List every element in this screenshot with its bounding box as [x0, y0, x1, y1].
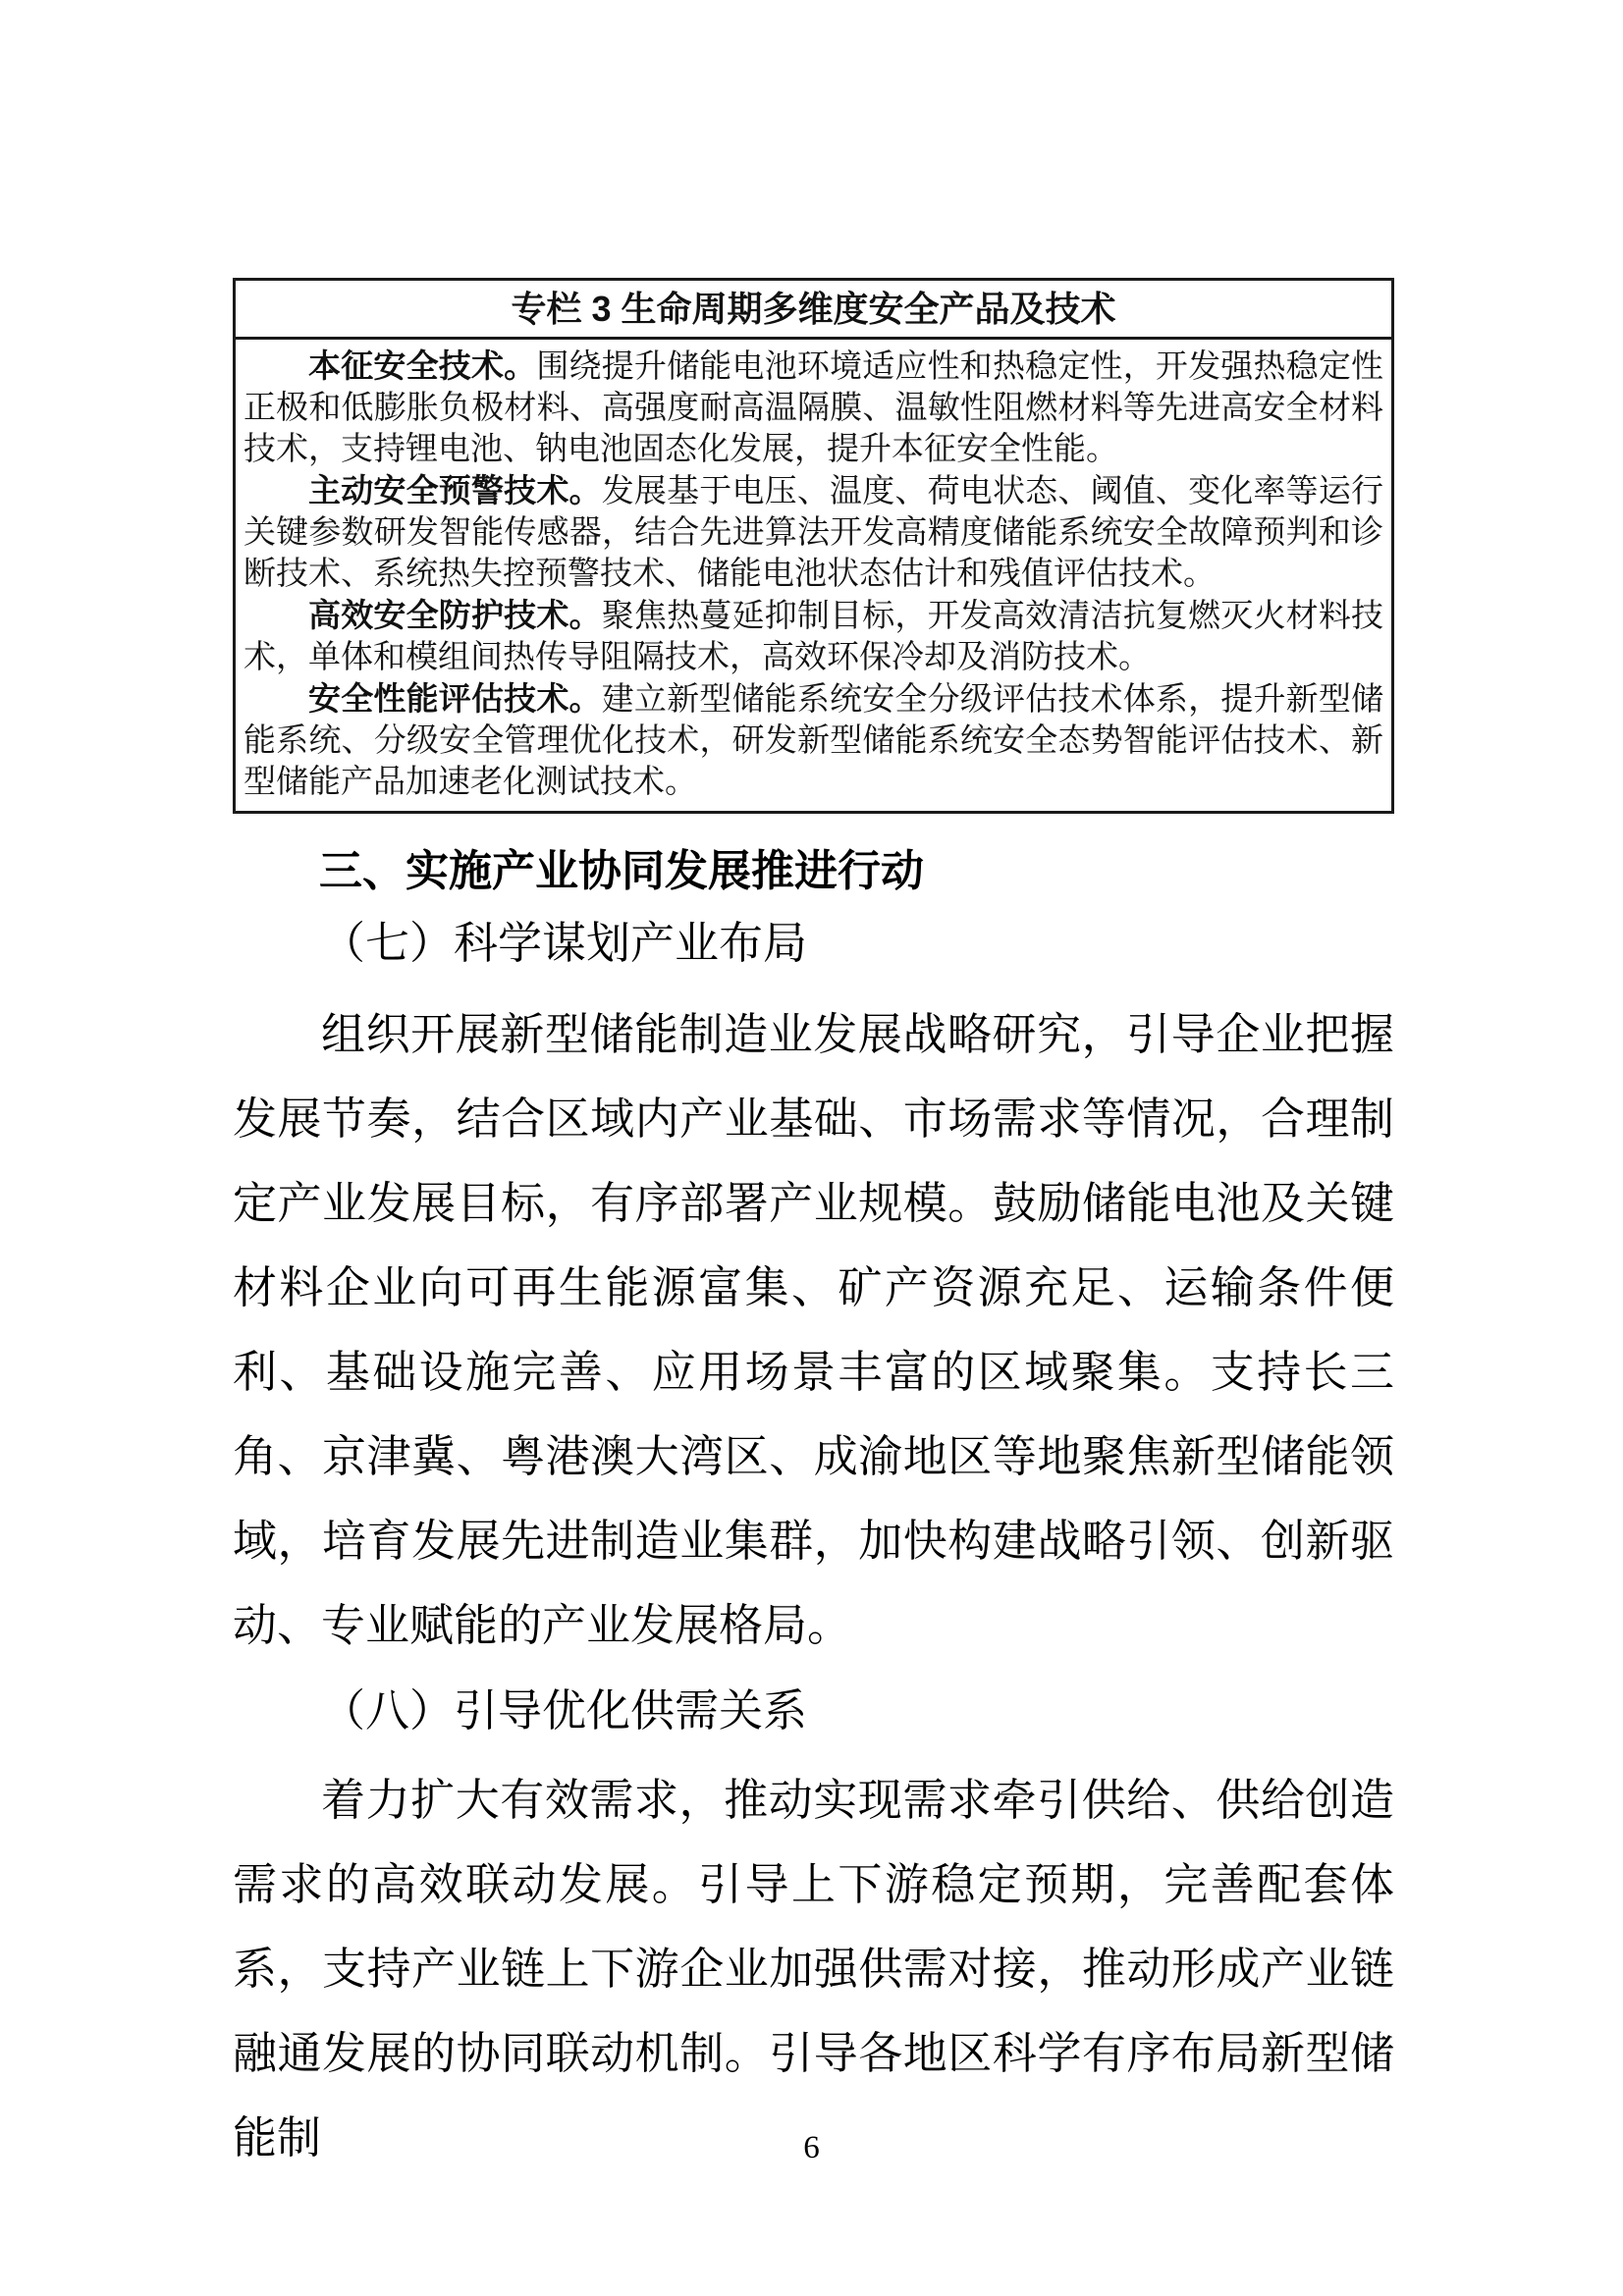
- callout-paragraph-lead: 安全性能评估技术。: [308, 680, 602, 717]
- section-heading: 三、实施产业协同发展推进行动: [319, 847, 924, 895]
- callout-paragraph-text: 发展基于电压、温度、荷电状态、阈值、变化率等运行关键参数研发智能传感器，结合先进算法开发高精度储能系统安全故障预判和诊断技术、系统热失控预警技术、储能电池状态估计和残值评估技术。: [243, 474, 1383, 592]
- callout-paragraph: [243, 470, 1383, 595]
- callout-paragraph: [243, 346, 1383, 470]
- callout-paragraph-text: 聚焦热蔓延抑制目标，开发高效清洁抗复燃灭火材料技术，单体和模组间热传导阻隔技术，高效环保冷却及消防技术。: [243, 599, 1383, 675]
- page-number: 6: [803, 2130, 820, 2165]
- subsection-heading-8: （八）引导优化供需关系: [321, 1686, 808, 1735]
- callout-box: [233, 278, 1394, 814]
- callout-box-body: [236, 340, 1391, 811]
- callout-paragraph-lead: 主动安全预警技术。: [308, 472, 602, 508]
- paragraph-industry-layout: 组织开展新型储能制造业发展战略研究，引导企业把握发展节奏，结合区域内产业基础、市场需求等情况，合理制定产业发展目标，有序部署产业规模。鼓励储能电池及关键材料企业向可再生能源富集、矿产资源充足、运输条件便利、基础设施完善、应用场景丰富的区域聚集。支持长三角、京津冀、粤港澳大湾区、成渝地区等地聚焦新型储能领域，培育发展先进制造业集群，加快构建战略引领、创新驱动、专业赋能的产业发展格局。: [233, 1010, 1394, 1650]
- callout-box-title: 专栏 3 生命周期多维度安全产品及技术: [236, 281, 1391, 340]
- page-content: [233, 278, 1394, 2180]
- callout-paragraph-text: 建立新型储能系统安全分级评估技术体系，提升新型储能系统、分级安全管理优化技术，研发新型储能系统安全态势智能评估技术、新型储能产品加速老化测试技术。: [243, 682, 1383, 800]
- callout-paragraph: [243, 595, 1383, 678]
- callout-paragraph-text: 围绕提升储能电池环境适应性和热稳定性，开发强热稳定性正极和低膨胀负极材料、高强度耐高温隔膜、温敏性阻燃材料等先进高安全材料技术，支持锂电池、钠电池固态化发展，提升本征安全性能。: [243, 349, 1383, 467]
- subsection-heading-7: （七）科学谋划产业布局: [321, 919, 808, 968]
- paragraph-supply-demand: 着力扩大有效需求，推动实现需求牵引供给、供给创造需求的高效联动发展。引导上下游稳定预期，完善配套体系，支持产业链上下游企业加强供需对接，推动形成产业链融通发展的协同联动机制。引导各地区科学有序布局新型储能制: [233, 1776, 1394, 2163]
- callout-paragraph: [243, 678, 1383, 803]
- callout-paragraph-lead: 本征安全技术。: [308, 347, 537, 384]
- callout-paragraph-lead: 高效安全防护技术。: [308, 597, 602, 633]
